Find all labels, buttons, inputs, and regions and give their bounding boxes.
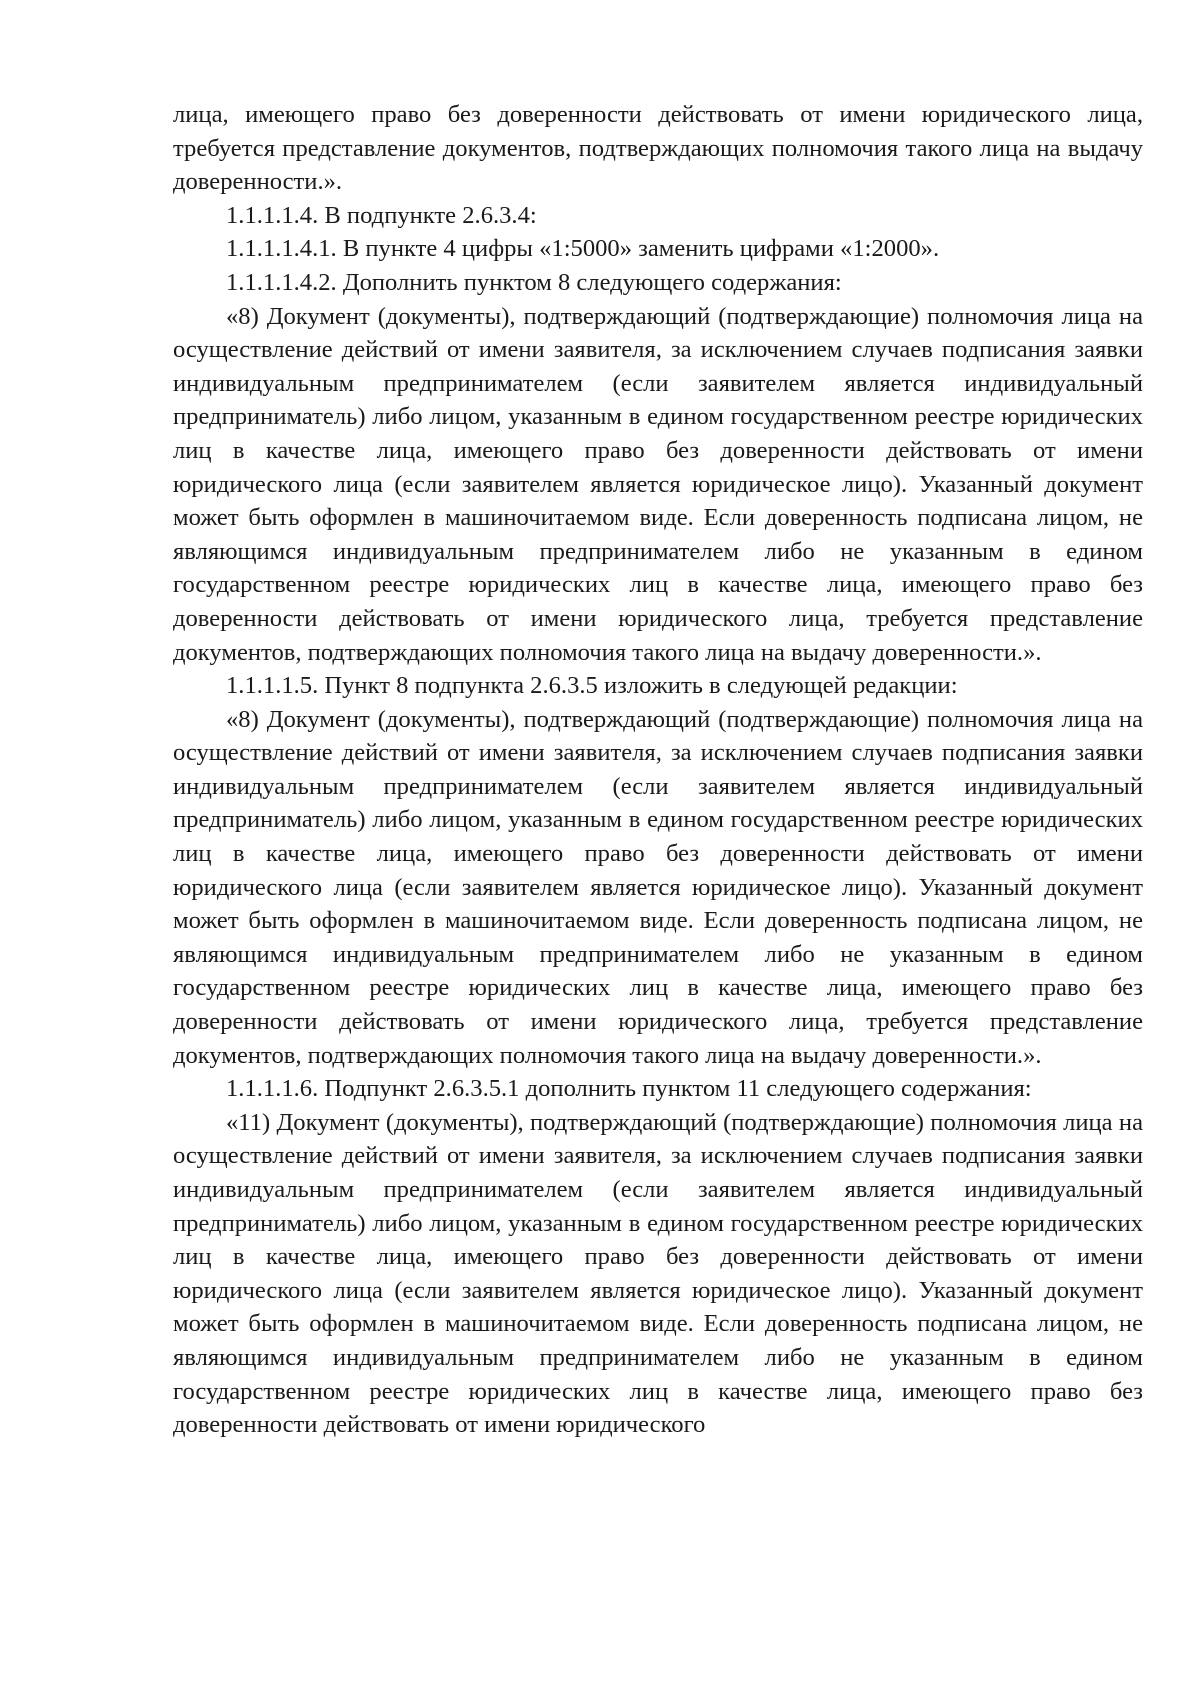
- paragraph-item-1-1-1-1-4-2: 1.1.1.1.4.2. Дополнить пунктом 8 следующего содержания:: [226, 268, 842, 296]
- paragraph-quote-point-8-new: «8) Документ (документы), подтверждающий (подтверждающие) полномочия лица на осуществление действий от имени заявителя, за исключением случаев подписания заявки индивидуальным предпринимателем (если заявителем является индивидуальный предприниматель) либо лицом, указанным в едином государственном реестре юридических лиц в качестве лица, имеющего право без доверенности действовать от имени юридического лица (если заявителем является юридическое лицо). Указанный документ может быть оформлен в машиночитаемом виде. Если доверенность подписана лицом, не являющимся индивидуальным предпринимателем либо не указанным в едином государственном реестре юридических лиц в качестве лица, имеющего право без доверенности действовать от имени юридического лица, требуется представление документов, подтверждающих полномочия такого лица на выдачу доверенности.».: [173, 705, 1143, 1069]
- paragraph-item-1-1-1-1-4-1: 1.1.1.1.4.1. В пункте 4 цифры «1:5000» заменить цифрами «1:2000».: [226, 235, 940, 263]
- paragraph-quote-point-11: «11) Документ (документы), подтверждающий (подтверждающие) полномочия лица на осуществление действий от имени заявителя, за исключением случаев подписания заявки индивидуальным предпринимателем (если заявителем является индивидуальный предприниматель) либо лицом, указанным в едином государственном реестре юридических лиц в качестве лица, имеющего право без доверенности действовать от имени юридического лица (если заявителем является юридическое лицо). Указанный документ может быть оформлен в машиночитаемом виде. Если доверенность подписана лицом, не являющимся индивидуальным предпринимателем либо не указанным в едином государственном реестре юридических лиц в качестве лица, имеющего право без доверенности действовать от имени юридического: [173, 1108, 1143, 1439]
- paragraph-item-1-1-1-1-5: 1.1.1.1.5. Пункт 8 подпункта 2.6.3.5 изложить в следующей редакции:: [226, 672, 958, 700]
- document-text: [173, 98, 1143, 1442]
- paragraph-item-1-1-1-1-4: 1.1.1.1.4. В подпункте 2.6.3.4:: [226, 201, 537, 229]
- paragraph-continuation: лица, имеющего право без доверенности действовать от имени юридического лица, требуется представление документов, подтверждающих полномочия такого лица на выдачу доверенности.».: [173, 101, 1143, 196]
- paragraph-quote-point-8: «8) Документ (документы), подтверждающий (подтверждающие) полномочия лица на осуществление действий от имени заявителя, за исключением случаев подписания заявки индивидуальным предпринимателем (если заявителем является индивидуальный предприниматель) либо лицом, указанным в едином государственном реестре юридических лиц в качестве лица, имеющего право без доверенности действовать от имени юридического лица (если заявителем является юридическое лицо). Указанный документ может быть оформлен в машиночитаемом виде. Если доверенность подписана лицом, не являющимся индивидуальным предпринимателем либо не указанным в едином государственном реестре юридических лиц в качестве лица, имеющего право без доверенности действовать от имени юридического лица, требуется представление документов, подтверждающих полномочия такого лица на выдачу доверенности.».: [173, 302, 1143, 666]
- paragraph-item-1-1-1-1-6: 1.1.1.1.6. Подпункт 2.6.3.5.1 дополнить пунктом 11 следующего содержания:: [226, 1075, 1032, 1103]
